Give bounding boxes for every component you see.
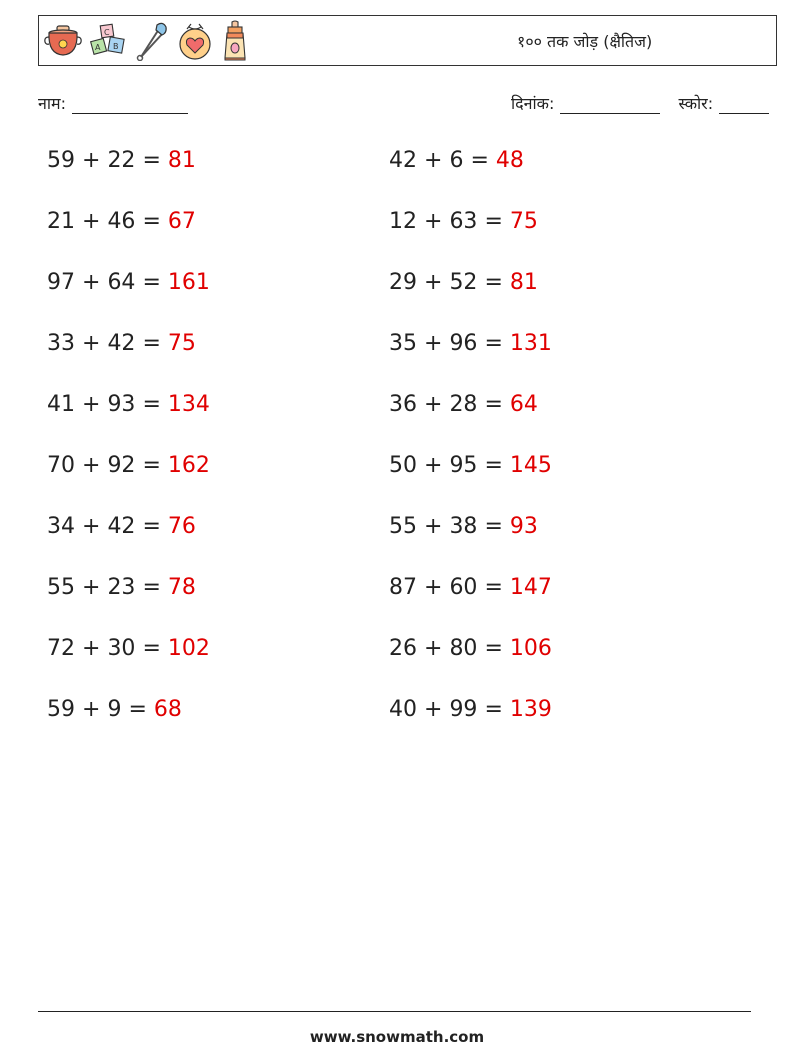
addend-a: 55 — [47, 575, 75, 600]
plus-sign: + — [424, 270, 443, 295]
answer: 134 — [167, 392, 210, 417]
addend-b: 80 — [449, 636, 478, 661]
baby-bib-icon — [175, 21, 215, 61]
answer: 67 — [167, 209, 196, 234]
equals-sign: = — [484, 697, 503, 722]
answer: 81 — [167, 148, 196, 173]
addend-b: 23 — [107, 575, 136, 600]
score-blank — [719, 97, 769, 114]
addend-a: 50 — [389, 453, 417, 478]
plus-sign: + — [424, 209, 443, 234]
date-label: दिनांक: — [511, 94, 555, 113]
worksheet-header — [38, 15, 777, 66]
plus-sign: + — [82, 209, 101, 234]
plus-sign: + — [424, 575, 443, 600]
problem-row — [389, 453, 552, 478]
addend-b: 38 — [449, 514, 478, 539]
addend-a: 12 — [389, 209, 417, 234]
plus-sign: + — [424, 331, 443, 356]
addend-a: 97 — [47, 270, 75, 295]
baby-bottle-icon — [221, 20, 249, 62]
addend-b: 96 — [449, 331, 478, 356]
addend-a: 87 — [389, 575, 417, 600]
addend-b: 30 — [107, 636, 136, 661]
equals-sign: = — [142, 270, 161, 295]
svg-text:A: A — [95, 43, 101, 52]
addend-b: 6 — [449, 148, 464, 173]
addend-b: 99 — [449, 697, 478, 722]
addend-b: 92 — [107, 453, 136, 478]
equals-sign: = — [484, 636, 503, 661]
equals-sign: = — [484, 209, 503, 234]
problem-row — [389, 392, 538, 417]
problem-row — [389, 514, 538, 539]
svg-text:B: B — [113, 42, 119, 51]
addend-a: 59 — [47, 148, 75, 173]
header-icons — [43, 20, 255, 62]
problem-row — [47, 148, 196, 173]
plus-sign: + — [82, 148, 101, 173]
addend-a: 29 — [389, 270, 417, 295]
addend-a: 36 — [389, 392, 417, 417]
answer: 106 — [509, 636, 552, 661]
plus-sign: + — [82, 575, 101, 600]
plus-sign: + — [424, 514, 443, 539]
addend-a: 21 — [47, 209, 75, 234]
problem-row — [47, 453, 210, 478]
problem-row — [47, 575, 196, 600]
equals-sign: = — [142, 148, 161, 173]
answer: 145 — [509, 453, 552, 478]
addend-b: 95 — [449, 453, 478, 478]
answer: 162 — [167, 453, 210, 478]
answer: 76 — [167, 514, 196, 539]
problem-row — [389, 148, 524, 173]
plus-sign: + — [424, 148, 443, 173]
answer: 78 — [167, 575, 196, 600]
addend-b: 64 — [107, 270, 136, 295]
plus-sign: + — [82, 453, 101, 478]
pot-icon — [43, 24, 83, 58]
addend-a: 41 — [47, 392, 75, 417]
alphabet-blocks-icon — [89, 23, 129, 59]
problem-row — [389, 697, 552, 722]
addend-b: 60 — [449, 575, 478, 600]
problem-row — [47, 270, 210, 295]
problem-row — [47, 697, 182, 722]
addend-a: 72 — [47, 636, 75, 661]
answer: 68 — [153, 697, 182, 722]
addend-b: 63 — [449, 209, 478, 234]
answer: 75 — [509, 209, 538, 234]
addend-a: 70 — [47, 453, 75, 478]
footer-website: www.snowmath.com — [309, 1028, 485, 1046]
problem-row — [47, 636, 210, 661]
answer: 75 — [167, 331, 196, 356]
addend-b: 42 — [107, 514, 136, 539]
name-field — [38, 92, 188, 114]
equals-sign: = — [142, 392, 161, 417]
answer: 93 — [509, 514, 538, 539]
addend-a: 59 — [47, 697, 75, 722]
equals-sign: = — [484, 270, 503, 295]
footer-divider — [38, 1011, 751, 1012]
problem-row — [389, 209, 538, 234]
equals-sign: = — [484, 453, 503, 478]
equals-sign: = — [484, 331, 503, 356]
equals-sign: = — [142, 575, 161, 600]
addend-a: 26 — [389, 636, 417, 661]
worksheet-title: १०० तक जोड़ (क्षैतिज) — [517, 32, 653, 51]
plus-sign: + — [424, 697, 443, 722]
answer: 64 — [509, 392, 538, 417]
addend-b: 46 — [107, 209, 136, 234]
problem-row — [389, 331, 552, 356]
addend-a: 42 — [389, 148, 417, 173]
plus-sign: + — [82, 514, 101, 539]
problem-row — [47, 331, 196, 356]
plus-sign: + — [82, 697, 101, 722]
date-blank — [560, 97, 660, 114]
problem-row — [389, 636, 552, 661]
addend-a: 40 — [389, 697, 417, 722]
safety-pin-icon — [135, 21, 169, 61]
addend-a: 55 — [389, 514, 417, 539]
equals-sign: = — [142, 209, 161, 234]
problem-row — [47, 392, 210, 417]
answer: 139 — [509, 697, 552, 722]
plus-sign: + — [82, 392, 101, 417]
plus-sign: + — [82, 270, 101, 295]
equals-sign: = — [142, 453, 161, 478]
problem-row — [389, 270, 538, 295]
plus-sign: + — [424, 392, 443, 417]
addend-b: 28 — [449, 392, 478, 417]
problem-row — [389, 575, 552, 600]
addend-a: 33 — [47, 331, 75, 356]
answer: 161 — [167, 270, 210, 295]
plus-sign: + — [424, 453, 443, 478]
problem-row — [47, 209, 196, 234]
plus-sign: + — [424, 636, 443, 661]
answer: 147 — [509, 575, 552, 600]
equals-sign: = — [470, 148, 489, 173]
equals-sign: = — [142, 331, 161, 356]
name-label: नाम: — [38, 94, 66, 113]
equals-sign: = — [142, 636, 161, 661]
name-blank — [72, 97, 188, 114]
answer: 102 — [167, 636, 210, 661]
equals-sign: = — [128, 697, 147, 722]
addend-b: 22 — [107, 148, 136, 173]
date-score-fields — [511, 92, 769, 114]
addend-b: 93 — [107, 392, 136, 417]
plus-sign: + — [82, 331, 101, 356]
score-label: स्कोर: — [678, 94, 714, 113]
equals-sign: = — [484, 514, 503, 539]
plus-sign: + — [82, 636, 101, 661]
addend-b: 42 — [107, 331, 136, 356]
equals-sign: = — [484, 575, 503, 600]
addend-b: 9 — [107, 697, 122, 722]
answer: 131 — [509, 331, 552, 356]
answer: 81 — [509, 270, 538, 295]
equals-sign: = — [484, 392, 503, 417]
svg-text:C: C — [104, 28, 110, 37]
problem-row — [47, 514, 196, 539]
addend-b: 52 — [449, 270, 478, 295]
answer: 48 — [495, 148, 524, 173]
addend-a: 35 — [389, 331, 417, 356]
addend-a: 34 — [47, 514, 75, 539]
equals-sign: = — [142, 514, 161, 539]
